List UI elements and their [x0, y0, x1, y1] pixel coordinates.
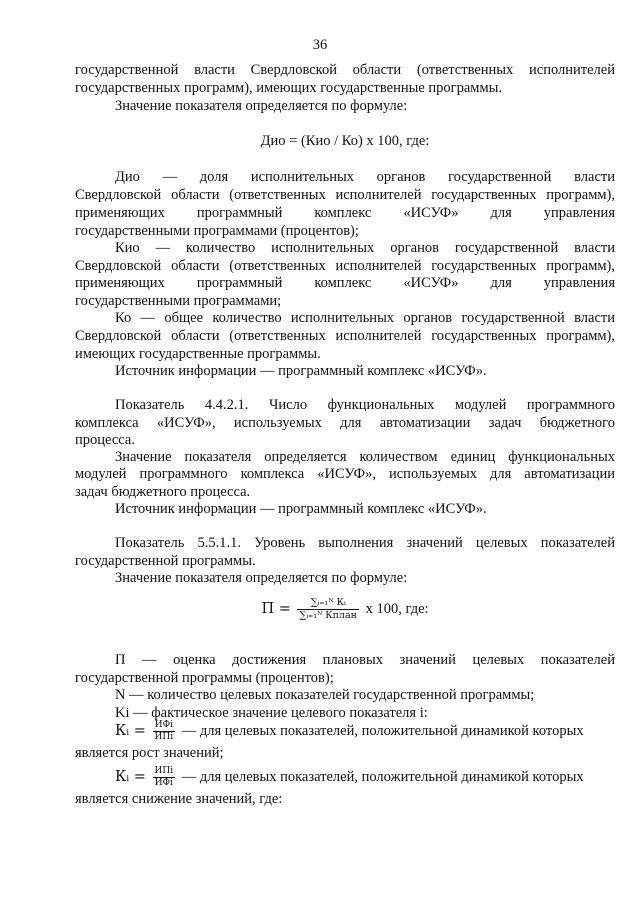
definition-line: государственными программами;: [75, 293, 282, 309]
definition-line: Кио — количество исполнительных органов государственной власти: [115, 240, 615, 256]
definition-line: N — количество целевых показателей государственной программы;: [115, 687, 535, 703]
indicator-heading-line: государственной программы.: [75, 553, 256, 569]
definition-line: Ki — фактическое значение целевого показателя i:: [115, 705, 428, 721]
definition-line: Свердловской области (ответственных исполнителей государственных программ),: [75, 187, 615, 203]
paragraph-line: модулей программного комплекса «ИСУФ», используемых для автоматизации: [75, 466, 615, 482]
definition-line: Свердловской области (ответственных исполнителей государственных программ),: [75, 328, 615, 344]
definition-line: является рост значений;: [75, 745, 224, 761]
formula-lhs: П =: [261, 600, 291, 617]
ki-denominator: ИПi: [154, 732, 174, 742]
definition-line: Свердловской области (ответственных исполнителей государственных программ),: [75, 258, 615, 274]
paragraph-line: государственной власти Свердловской области (ответственных исполнителей: [75, 62, 615, 78]
formula-ki-growth: [115, 720, 615, 743]
definition-line: является снижение значений, где:: [75, 791, 283, 807]
formula-ki-decrease: [115, 766, 615, 789]
paragraph-line: Значение показателя определяется количеством единиц функциональных: [115, 449, 615, 465]
ki-text: — для целевых показателей, положительной динамикой которых: [181, 768, 584, 785]
paragraph-formula-intro: Значение показателя определяется по формуле:: [115, 98, 408, 114]
ki-numerator: ИФi: [153, 720, 176, 732]
formula-rhs: х 100, где:: [365, 600, 429, 617]
indicator-heading-line: комплекса «ИСУФ», используемых для автоматизации задач бюджетного: [75, 415, 615, 431]
definition-line: государственными программами (процентов);: [75, 223, 359, 239]
ki-fraction: [153, 720, 176, 743]
formula-numerator: ∑ᵢ₌₁ᴺ Кᵢ: [297, 597, 358, 610]
source-line: Источник информации — программный комплекс «ИСУФ».: [115, 501, 487, 517]
ki-lhs: Кᵢ =: [115, 768, 146, 785]
ki-lhs: Кᵢ =: [115, 722, 146, 739]
ki-text: — для целевых показателей, положительной динамикой которых: [181, 722, 584, 739]
formula-denominator: ∑ᵢ₌₁ᴺ Кплан: [299, 610, 357, 621]
definition-line: имеющих государственные программы.: [75, 346, 321, 362]
paragraph-line: государственных программ), имеющих государственные программы.: [75, 80, 503, 96]
definition-line: П — оценка достижения плановых значений целевых показателей: [115, 652, 615, 668]
definition-line: применяющих программный комплекс «ИСУФ» для управления: [75, 275, 615, 291]
definition-line: применяющих программный комплекс «ИСУФ» для управления: [75, 205, 615, 221]
definition-line: Дио — доля исполнительных органов государственной власти: [115, 169, 615, 185]
indicator-heading-line: процесса.: [75, 432, 135, 448]
formula-p: [75, 597, 615, 622]
paragraph-formula-intro: Значение показателя определяется по формуле:: [115, 570, 408, 586]
formula-dio: Дио = (Кио / Ко) х 100, где:: [260, 133, 430, 149]
paragraph-line: задач бюджетного процесса.: [75, 484, 251, 500]
page-number: 36: [312, 37, 328, 53]
ki-denominator: ИФi: [154, 778, 173, 788]
indicator-heading-line: Показатель 5.5.1.1. Уровень выполнения значений целевых показателей: [115, 535, 615, 551]
formula-fraction: [297, 597, 358, 622]
source-line: Источник информации — программный комплекс «ИСУФ».: [115, 363, 487, 379]
indicator-heading-line: Показатель 4.4.2.1. Число функциональных модулей программного: [115, 397, 615, 413]
definition-line: Ко — общее количество исполнительных органов государственной власти: [115, 310, 615, 326]
ki-numerator: ИПi: [154, 766, 174, 776]
definition-line: государственной программы (процентов);: [75, 670, 334, 686]
ki-fraction: [153, 766, 176, 789]
